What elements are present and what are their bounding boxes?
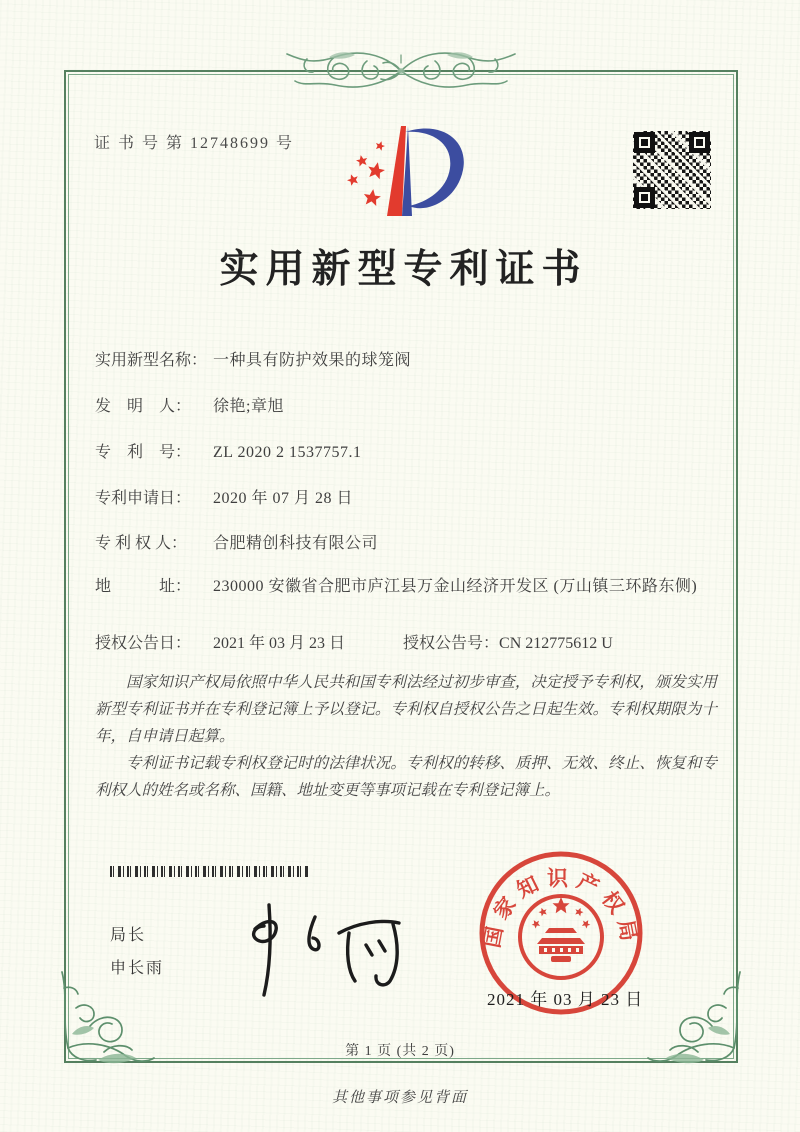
director-name: 申长雨 [110,960,165,977]
qr-finder-topright [689,132,710,153]
field-value: 230000 安徽省合肥市庐江县万金山经济开发区 (万山镇三环路东侧) [213,578,698,595]
qr-finder-topleft [634,132,655,153]
director-signature [225,893,420,1001]
seal-agency-text: 国家知识产权局 [479,866,643,950]
field-row-patent-number [95,442,721,463]
field-value: 2020 年 07 月 28 日 [213,490,354,507]
legal-paragraph-1: 国家知识产权局依照中华人民共和国专利法经过初步审查，决定授予专利权，颁发实用新型专利证书并在专利登记簿上予以登记。专利权自授权公告之日起生效。专利权期限为十年，自申请日起算。 [95,674,717,745]
field-value: ZL 2020 2 1537757.1 [213,444,362,461]
qr-finder-bottomleft [634,187,655,208]
back-side-note: 其他事项参见背面 [331,1090,468,1106]
field-label: 地 址： [95,578,192,595]
legal-paragraph-2: 专利证书记载专利权登记时的法律状况。专利权的转移、质押、无效、终止、恢复和专利权人的姓名或名称、国籍、地址变更等事项记载在专利登记簿上。 [95,755,717,799]
field-row-address [95,576,721,597]
field-label: 专 利 权 人： [95,535,188,552]
field-value: 合肥精创科技有限公司 [213,535,379,552]
field-label: 专利申请日： [95,490,192,507]
director-title: 局长 [110,927,147,944]
field-row-name [95,350,721,371]
page-number: 第 1 页 (共 2 页) [345,1044,455,1059]
legal-text-block [95,669,717,804]
grant-number-pair [403,633,613,654]
seal-date: 2021 年 03 月 23 日 [487,990,644,1009]
top-flourish-ornament [271,41,531,99]
grant-date-label: 授权公告日： [95,635,192,652]
certificate-title: 实用新型专利证书 [219,248,588,291]
grant-date-value: 2021 年 03 月 23 日 [213,635,346,652]
field-label: 发 明 人： [95,398,192,415]
cnipa-logo-icon [345,118,477,224]
field-row-patentee [95,533,721,554]
national-emblem-icon [520,896,602,978]
qr-code-icon [633,131,711,209]
certificate-number: 证 书 号 第 12748699 号 [94,135,295,152]
field-row-filing-date [95,488,721,509]
field-row-inventor [95,396,721,417]
barcode-icon [110,866,308,877]
grant-number-label: 授权公告号： [403,635,500,652]
grant-number-value: CN 212775612 U [499,635,613,652]
field-label: 专 利 号： [95,444,192,461]
field-label: 实用新型名称： [95,352,208,369]
field-value: 徐艳;章旭 [213,398,284,415]
field-row-grant [95,633,613,654]
field-value: 一种具有防护效果的球笼阀 [213,352,412,369]
